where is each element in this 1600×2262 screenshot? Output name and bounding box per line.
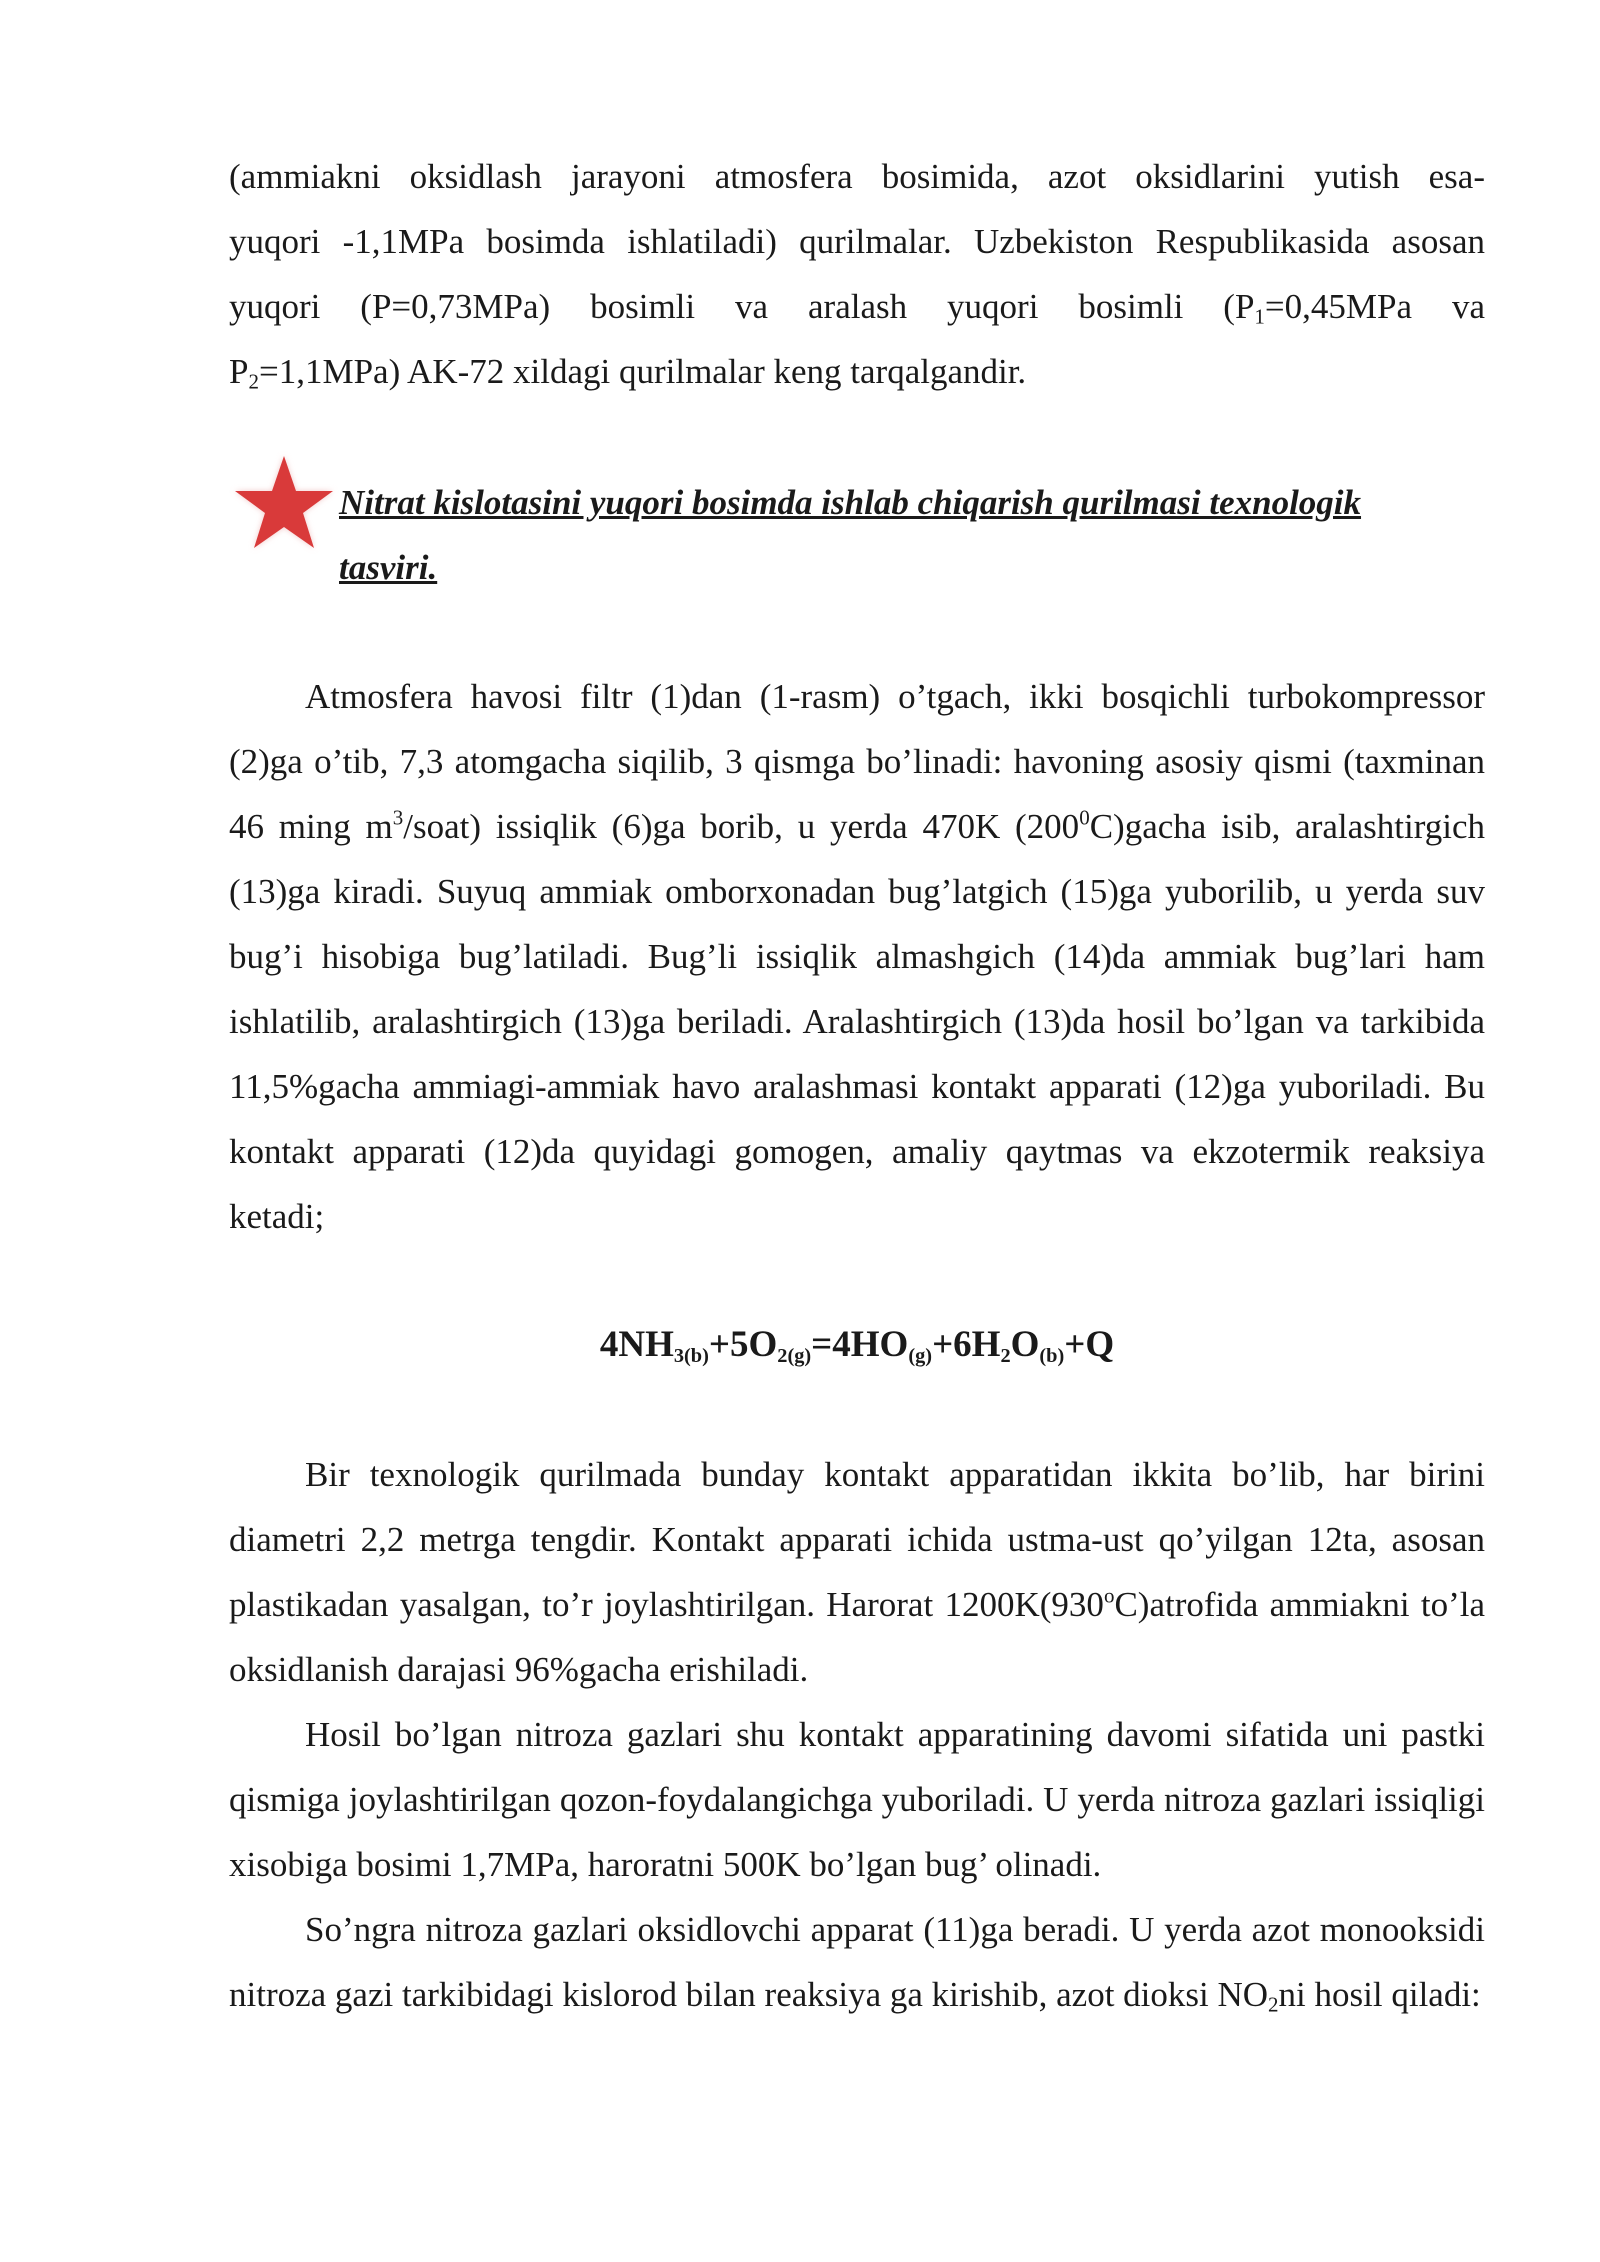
intro-paragraph bbox=[229, 144, 1485, 404]
heading-line-2: tasviri. bbox=[339, 548, 438, 587]
section-heading bbox=[229, 470, 1485, 600]
paragraph-1: Atmosfera havosi filtr (1)dan (1-rasm) o’tgach, ikki bosqichli turbokompressor (2)ga o’tib, 7,3 atomgacha siqilib, 3 qismga bo’linadi: havoning asosiy qismi (taxminan 46 ming $m^3/soat$) issiqlik (6)ga borib, u yerda 470K $(200^0C)gacha$ isib, aralashtirgich (13)ga kiradi. Suyuq ammiak omborxonadan bug’latgich (15)ga yuborilib, u yerda suv bug’i hisobiga bug’latiladi. Bug’li issiqlik almashgich (14)da ammiak bug’lari ham ishlatilib, aralashtirgich (13)ga beriladi. Aralashtirgich (13)da hosil bo’lgan va tarkibida 11,5%gacha ammiagi-ammiak havo aralashmasi kontakt apparati (12)ga yuboriladi. Bu kontakt apparati (12)da quyidagi gomogen, amaliy qaytmas va ekzotermik reaksiya ketadi; bbox=[229, 677, 1485, 1236]
paragraph-3: Hosil bo’lgan nitroza gazlari shu kontakt apparatining davomi sifatida uni pastki qismiga joylashtirilgan qozon-foydalangichga yuboriladi. U yerda nitroza gazlari issiqligi xisobiga bosimi 1,7MPa, haroratni 500K bo’lgan bug’ olinadi. bbox=[229, 1715, 1485, 1884]
reaction-formula: $4NH_{3(b)}+5O_{2(g)}=4HO_{(g)}+6H_2O_{(b)}+Q$ bbox=[599, 1324, 1115, 1368]
heading-line-1: Nitrat kislotasini yuqori bosimda ishlab chiqarish qurilmasi texnologik bbox=[339, 483, 1362, 522]
intro-line-3: yuqori (P=0,73MPa) bosimli va aralash yuqori bosimli ($P_1=0,45MPa$ va bbox=[229, 287, 1485, 329]
intro-line-2: yuqori -1,1MPa bosimda ishlatiladi) qurilmalar. Uzbekiston Respublikasida asosan bbox=[229, 222, 1485, 261]
paragraph-2: Bir texnologik qurilmada bunday kontakt apparatidan ikkita bo’lib, har birini diametri 2,2 metrga tengdir. Kontakt apparati ichida ustma-ust qo’yilgan 12ta, asosan plastikadan yasalgan, to’r joylashtirilgan. Harorat 1200K(930$^o$C)atrofida ammiakni to’la oksidlanish darajasi 96%gacha erishiladi. bbox=[229, 1455, 1485, 1689]
intro-line-1: (ammiakni oksidlash jarayoni atmosfera bosimida, azot oksidlarini yutish esa- bbox=[229, 157, 1485, 196]
intro-line-4: $P_2=1,1MPa$) AK-72 xildagi qurilmalar keng tarqalgandir. bbox=[229, 352, 1027, 394]
paragraph-4: So’ngra nitroza gazlari oksidlovchi apparat (11)ga beradi. U yerda azot monooksidi nitroza gazi tarkibidagi kislorod bilan reaksiya ga kirishib, azot dioksi $NO_2ni$ hosil qiladi: bbox=[229, 1910, 1485, 2017]
